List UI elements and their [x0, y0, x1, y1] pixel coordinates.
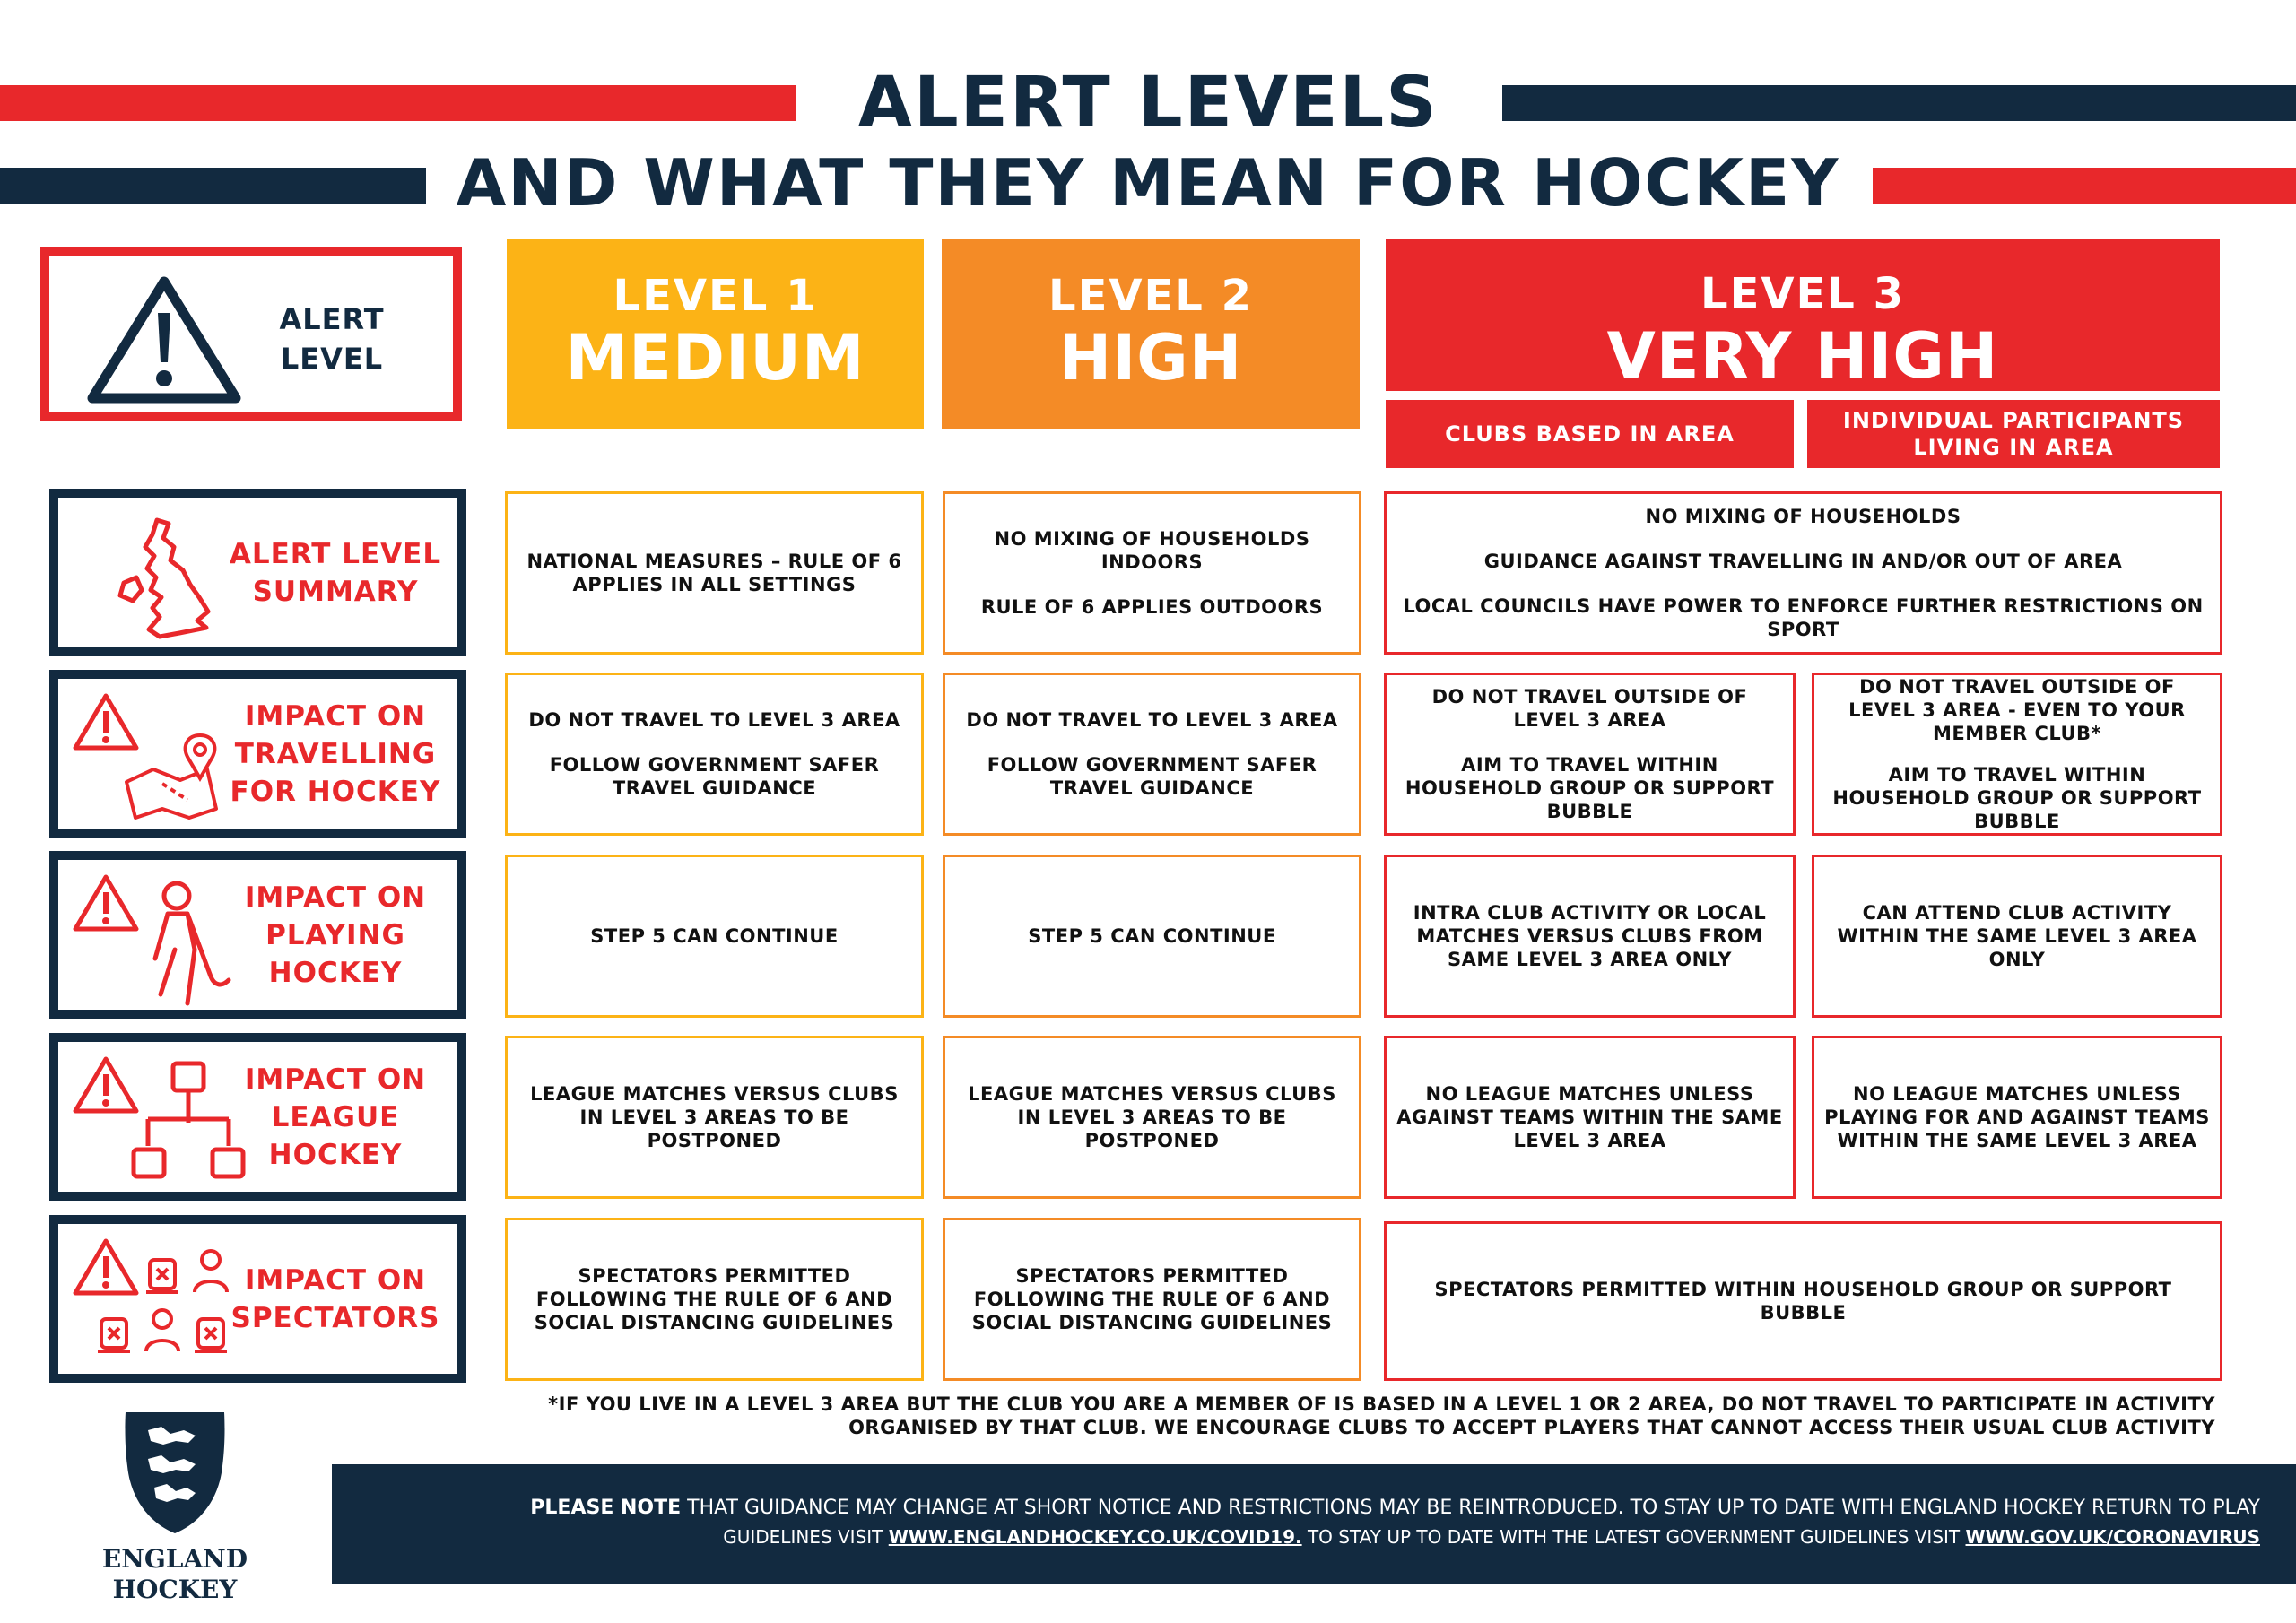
page-title: ALERT LEVELS [857, 63, 1439, 143]
row-label-playing [49, 851, 466, 1019]
footer-bar [332, 1464, 2296, 1584]
league-level-3-clubs-text: NO LEAGUE MATCHES UNLESS AGAINST TEAMS WITHIN THE SAME LEVEL 3 AREA [1396, 1083, 1783, 1151]
travel-level-1 [505, 673, 924, 836]
logo-text-england: ENGLAND [101, 1544, 248, 1574]
footer-line-2-pre: GUIDELINES VISIT [723, 1526, 889, 1548]
summary-level-3 [1384, 491, 2222, 655]
level-1-header [507, 239, 924, 429]
footer-line-2-mid: TO STAY UP TO DATE WITH THE LATEST GOVERNMENT GUIDELINES VISIT [1301, 1526, 1966, 1548]
level-2-number: LEVEL 2 [1048, 271, 1253, 321]
spectators-level-3 [1384, 1221, 2222, 1381]
footer-line-1-text: THAT GUIDANCE MAY CHANGE AT SHORT NOTICE AND RESTRICTIONS MAY BE REINTRODUCED. TO STAY UP TO DATE WITH ENGLAND HOCKEY RETURN TO PLAY [681, 1497, 2260, 1519]
warning-triangle-icon [71, 872, 141, 933]
footer-line-1 [530, 1495, 2260, 1522]
footer-line-2 [723, 1523, 2260, 1550]
travel-level-3-individuals [1812, 673, 2222, 836]
summary-level-2 [943, 491, 1361, 655]
playing-level-1-text: STEP 5 CAN CONTINUE [590, 925, 839, 947]
footnote-line-1: *IF YOU LIVE IN A LEVEL 3 AREA BUT THE CLUB YOU ARE A MEMBER OF IS BASED IN A LEVEL 1 OR 2 AREA, DO NOT TRAVEL TO PARTICIPATE IN ACTIVITY [548, 1393, 2215, 1415]
spectators-icon [94, 1242, 238, 1376]
summary-level-3-text-c: LOCAL COUNCILS HAVE POWER TO ENFORCE FURTHER RESTRICTIONS ON SPORT [1403, 595, 2204, 640]
league-level-3-individuals-text: NO LEAGUE MATCHES UNLESS PLAYING FOR AND AGAINST TEAMS WITHIN THE SAME LEVEL 3 AREA [1824, 1083, 2210, 1151]
travel-level-3-individuals-text-b: AIM TO TRAVEL WITHIN HOUSEHOLD GROUP OR SUPPORT BUBBLE [1832, 764, 2202, 832]
uk-map-icon [108, 511, 224, 646]
summary-level-1-text: NATIONAL MEASURES – RULE OF 6 APPLIES IN ALL SETTINGS [526, 551, 902, 595]
page-subtitle: AND WHAT THEY MEAN FOR HOCKEY [456, 145, 1840, 221]
league-level-3-clubs [1384, 1036, 1796, 1199]
alert-level-header [40, 247, 462, 421]
travel-level-1-text-a: DO NOT TRAVEL TO LEVEL 3 AREA [528, 709, 900, 731]
league-level-1-text: LEAGUE MATCHES VERSUS CLUBS IN LEVEL 3 AREAS TO BE POSTPONED [530, 1083, 899, 1151]
footnote-line-2: ORGANISED BY THAT CLUB. WE ENCOURAGE CLUBS TO ACCEPT PLAYERS THAT CANNOT ACCESS THEIR USUAL CLUB ACTIVITY [848, 1417, 2215, 1438]
alert-level-label: ALERT LEVEL [279, 302, 385, 376]
row-label-summary [49, 489, 466, 656]
travel-level-3-individuals-text-a: DO NOT TRAVEL OUTSIDE OF LEVEL 3 AREA - EVEN TO YOUR MEMBER CLUB* [1848, 676, 2186, 744]
hockey-player-icon [148, 878, 238, 1012]
summary-level-1 [505, 491, 924, 655]
england-hockey-covid-link[interactable]: WWW.ENGLANDHOCKEY.CO.UK/COVID19. [888, 1526, 1302, 1548]
spectators-level-1 [505, 1218, 924, 1381]
summary-level-3-text-a: NO MIXING OF HOUSEHOLDS [1645, 506, 1961, 527]
level-1-name: MEDIUM [565, 321, 865, 395]
spectators-level-2-text: SPECTATORS PERMITTED FOLLOWING THE RULE OF 6 AND SOCIAL DISTANCING GUIDELINES [971, 1265, 1333, 1333]
playing-level-2 [943, 855, 1361, 1018]
travel-level-1-text-b: FOLLOW GOVERNMENT SAFER TRAVEL GUIDANCE [549, 754, 880, 799]
row-label-travel [49, 670, 466, 838]
spectators-level-1-text: SPECTATORS PERMITTED FOLLOWING THE RULE OF 6 AND SOCIAL DISTANCING GUIDELINES [534, 1265, 895, 1333]
level-3-clubs-header: CLUBS BASED IN AREA [1386, 400, 1794, 468]
gov-coronavirus-link[interactable]: WWW.GOV.UK/CORONAVIRUS [1965, 1526, 2260, 1548]
row-label-league-text: IMPACT ON LEAGUE HOCKEY [244, 1063, 427, 1171]
level-3-individuals-label: INDIVIDUAL PARTICIPANTS LIVING IN AREA [1842, 408, 2185, 460]
level-3-name: VERY HIGH [1606, 319, 1999, 393]
playing-level-2-text: STEP 5 CAN CONTINUE [1028, 925, 1276, 947]
summary-level-2-text-b: RULE OF 6 APPLIES OUTDOORS [980, 596, 1324, 618]
travel-level-3-clubs-text-a: DO NOT TRAVEL OUTSIDE OF LEVEL 3 AREA [1431, 686, 1748, 731]
level-1-number: LEVEL 1 [613, 271, 818, 321]
level-3-header [1386, 239, 2220, 391]
travel-level-2-text-b: FOLLOW GOVERNMENT SAFER TRAVEL GUIDANCE [987, 754, 1318, 799]
map-pin-icon [117, 728, 234, 827]
playing-level-3-clubs [1384, 855, 1796, 1018]
level-3-individuals-header [1807, 400, 2220, 468]
footnote [502, 1393, 2215, 1439]
row-label-spectators-text: IMPACT ON SPECTATORS [230, 1263, 440, 1334]
league-level-2-text: LEAGUE MATCHES VERSUS CLUBS IN LEVEL 3 AREAS TO BE POSTPONED [968, 1083, 1336, 1151]
warning-triangle-icon [83, 273, 245, 407]
summary-level-2-text-a: NO MIXING OF HOUSEHOLDS INDOORS [994, 528, 1310, 573]
league-level-2 [943, 1036, 1361, 1199]
playing-level-3-clubs-text: INTRA CLUB ACTIVITY OR LOCAL MATCHES VERSUS CLUBS FROM SAME LEVEL 3 AREA ONLY [1413, 902, 1767, 970]
league-level-3-individuals [1812, 1036, 2222, 1199]
england-hockey-logo [99, 1403, 251, 1602]
level-3-number: LEVEL 3 [1700, 269, 1905, 319]
level-2-header [942, 239, 1360, 429]
level-2-name: HIGH [1058, 321, 1243, 395]
league-level-1 [505, 1036, 924, 1199]
row-label-spectators [49, 1215, 466, 1383]
playing-level-3-individuals-text: CAN ATTEND CLUB ACTIVITY WITHIN THE SAME LEVEL 3 AREA ONLY [1837, 902, 2197, 970]
logo-text-hockey: HOCKEY [112, 1575, 238, 1604]
spectators-level-2 [943, 1218, 1361, 1381]
travel-level-3-clubs-text-b: AIM TO TRAVEL WITHIN HOUSEHOLD GROUP OR SUPPORT BUBBLE [1405, 754, 1775, 822]
playing-level-3-individuals [1812, 855, 2222, 1018]
travel-level-3-clubs [1384, 673, 1796, 836]
spectators-level-3-text: SPECTATORS PERMITTED WITHIN HOUSEHOLD GROUP OR SUPPORT BUBBLE [1434, 1279, 2172, 1324]
row-label-travel-text: IMPACT ON TRAVELLING FOR HOCKEY [230, 699, 441, 808]
playing-level-1 [505, 855, 924, 1018]
travel-level-2 [943, 673, 1361, 836]
summary-level-3-text-b: GUIDANCE AGAINST TRAVELLING IN AND/OR OUT OF AREA [1483, 551, 2123, 572]
lions-shield-icon [99, 1403, 251, 1538]
footer-please-note: PLEASE NOTE [530, 1497, 682, 1519]
row-label-playing-text: IMPACT ON PLAYING HOCKEY [244, 881, 427, 989]
row-label-league [49, 1033, 466, 1201]
travel-level-2-text-a: DO NOT TRAVEL TO LEVEL 3 AREA [966, 709, 1338, 731]
row-label-summary-text: ALERT LEVEL SUMMARY [229, 537, 442, 608]
